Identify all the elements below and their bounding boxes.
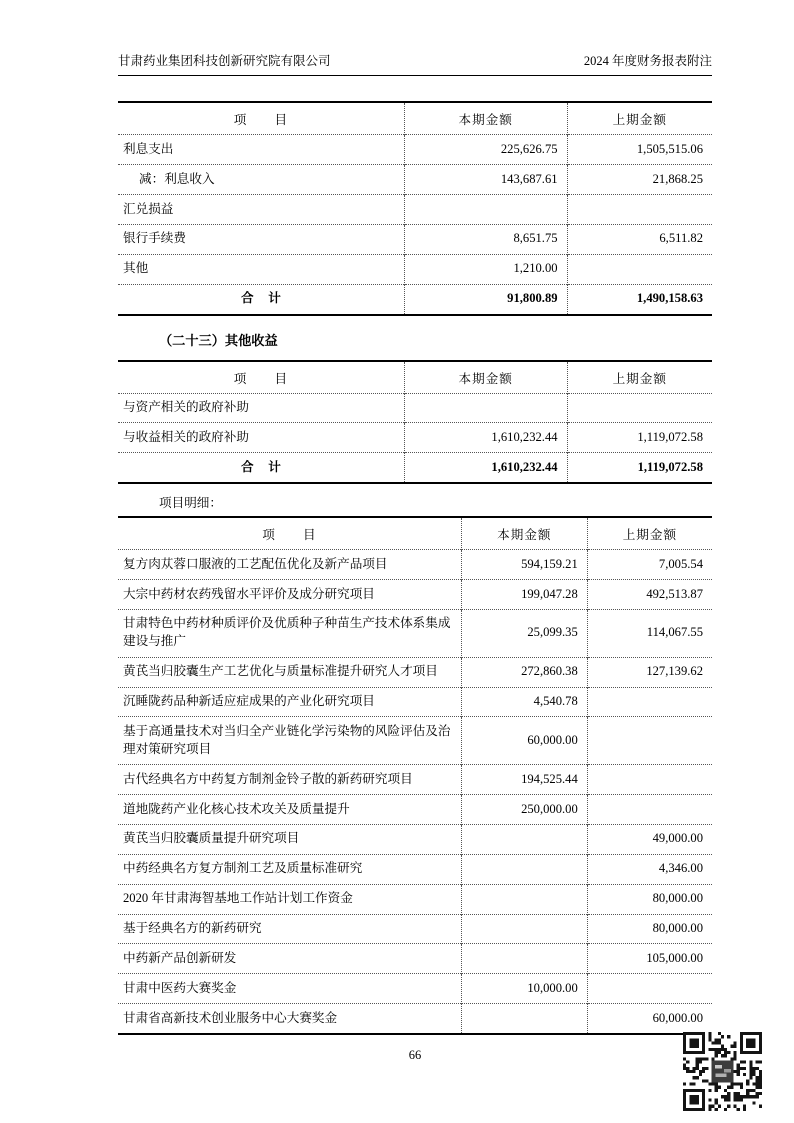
table-cell: 1,119,072.58 [567,453,712,483]
table-cell: 250,000.00 [461,795,587,825]
table-cell: 91,800.89 [404,284,567,314]
table-row [118,974,712,1004]
table-cell: 中药新产品创新研发 [118,944,461,974]
table-row [118,393,712,423]
table-cell: 利息支出 [118,135,404,165]
table-cell: 594,159.21 [461,550,587,580]
table-row [118,824,712,854]
table-cell [587,687,712,717]
table-cell [461,944,587,974]
table-cell: 194,525.44 [461,765,587,795]
table-cell [461,914,587,944]
table-cell: 6,511.82 [567,224,712,254]
table-cell: 225,626.75 [404,135,567,165]
table-cell: 合 计 [118,453,404,483]
table-cell: 7,005.54 [587,550,712,580]
table-cell: 10,000.00 [461,974,587,1004]
table-row [118,854,712,884]
table-cell: 甘肃中医药大赛奖金 [118,974,461,1004]
table-cell: 古代经典名方中药复方制剂金铃子散的新药研究项目 [118,765,461,795]
table-cell: 8,651.75 [404,224,567,254]
table-cell [587,795,712,825]
table-cell: 1,119,072.58 [567,423,712,453]
table-row [118,914,712,944]
table-cell [587,974,712,1004]
table-row [118,423,712,453]
table-cell: 143,687.61 [404,165,567,195]
column-header: 项 目 [233,371,289,386]
page-header [118,0,712,76]
table-cell: 1,490,158.63 [567,284,712,314]
table-cell [461,824,587,854]
table-cell [587,765,712,795]
table-cell: 114,067.55 [587,609,712,657]
table-row [118,254,712,284]
table-row [118,135,712,165]
table-cell: 1,210.00 [404,254,567,284]
table-cell [404,195,567,225]
table-row [118,687,712,717]
table-cell: 道地陇药产业化核心技术攻关及质量提升 [118,795,461,825]
table-cell: 25,099.35 [461,609,587,657]
table-cell: 基于经典名方的新药研究 [118,914,461,944]
table-header-row [118,517,712,550]
table-cell: 199,047.28 [461,580,587,610]
table-cell: 黄芪当归胶囊生产工艺优化与质量标准提升研究人才项目 [118,657,461,687]
table-cell: 49,000.00 [587,824,712,854]
column-header: 本期金额 [404,102,567,135]
table-cell: 大宗中药材农药残留水平评价及成分研究项目 [118,580,461,610]
table-cell: 127,139.62 [587,657,712,687]
table-cell: 甘肃省高新技术创业服务中心大赛奖金 [118,1004,461,1034]
table-header-row [118,361,712,394]
column-header: 上期金额 [567,361,712,394]
column-header: 本期金额 [404,361,567,394]
table-row [118,944,712,974]
table-cell: 1,610,232.44 [404,453,567,483]
table-cell: 272,860.38 [461,657,587,687]
table-cell [567,254,712,284]
table-row [118,165,712,195]
table-cell: 基于高通量技术对当归全产业链化学污染物的风险评估及治理对策研究项目 [118,717,461,765]
table-row [118,1004,712,1034]
table-cell [587,717,712,765]
table-cell: 492,513.87 [587,580,712,610]
table-row [118,609,712,657]
table-cell: 80,000.00 [587,914,712,944]
table-cell: 黄芪当归胶囊质量提升研究项目 [118,824,461,854]
table-row [118,795,712,825]
total-row [118,284,712,314]
table-cell: 复方肉苁蓉口服液的工艺配伍优化及新产品项目 [118,550,461,580]
table-cell: 与资产相关的政府补助 [118,393,404,423]
table-cell: 汇兑损益 [118,195,404,225]
table-cell: 2020 年甘肃海智基地工作站计划工作资金 [118,884,461,914]
table-row [118,550,712,580]
column-header: 本期金额 [461,517,587,550]
table-cell: 减：利息收入 [118,165,404,195]
page-content [118,0,712,1035]
table-row [118,765,712,795]
table-cell: 银行手续费 [118,224,404,254]
table-header-row [118,102,712,135]
financial-expense-table [118,101,712,315]
table-cell: 105,000.00 [587,944,712,974]
table-cell [404,393,567,423]
table-cell: 与收益相关的政府补助 [118,423,404,453]
table-row [118,580,712,610]
table-cell: 沉睡陇药品种新适应症成果的产业化研究项目 [118,687,461,717]
table-row [118,657,712,687]
total-row [118,453,712,483]
table-cell: 21,868.25 [567,165,712,195]
table-cell [567,195,712,225]
table-row [118,224,712,254]
table-cell [567,393,712,423]
table-cell [461,884,587,914]
table-row [118,884,712,914]
table-row [118,195,712,225]
column-header: 项 目 [262,528,317,543]
table-cell [461,854,587,884]
column-header: 项 目 [233,113,289,128]
table-cell: 中药经典名方复方制剂工艺及质量标准研究 [118,854,461,884]
report-title: 2024 年度财务报表附注 [583,54,712,68]
table-cell [461,1004,587,1034]
table-row [118,717,712,765]
table-cell: 其他 [118,254,404,284]
table-cell: 4,540.78 [461,687,587,717]
table-cell: 甘肃特色中药材种质评价及优质种子种苗生产技术体系集成建设与推广 [118,609,461,657]
qr-code-icon [683,1032,762,1111]
table-cell: 60,000.00 [587,1004,712,1034]
table-cell: 1,610,232.44 [404,423,567,453]
company-name: 甘肃药业集团科技创新研究院有限公司 [118,54,331,68]
table-cell: 4,346.00 [587,854,712,884]
section-heading: （二十三）其他收益 [159,332,278,348]
table-cell: 60,000.00 [461,717,587,765]
page-number: 66 [408,1048,422,1062]
table-cell: 80,000.00 [587,884,712,914]
column-header: 上期金额 [567,102,712,135]
column-header: 上期金额 [587,517,712,550]
table-cell: 1,505,515.06 [567,135,712,165]
other-income-table [118,360,712,485]
project-detail-table [118,516,712,1035]
detail-label: 项目明细： [159,496,222,511]
table-cell: 合 计 [118,284,404,314]
